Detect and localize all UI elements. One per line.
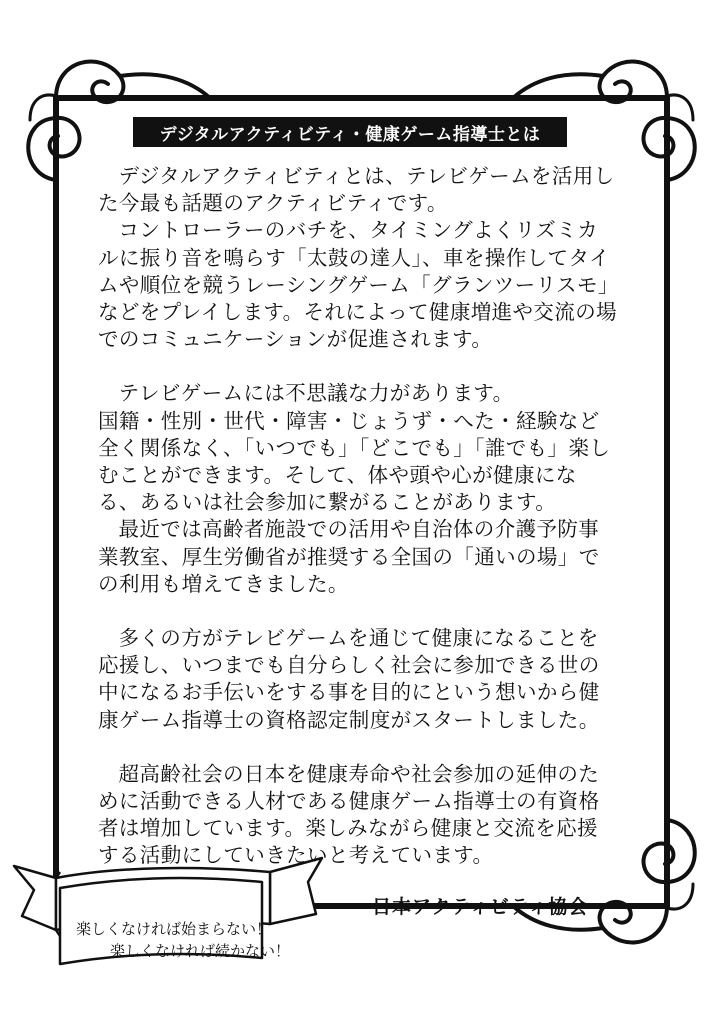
ribbon-slogan [76, 918, 306, 962]
slogan-line-2: 楽しくなければ続かない！ [110, 942, 291, 960]
paragraph-power: テレビゲームには不思議な力があります。 [118, 381, 514, 406]
paragraph-anyone: 国籍・性別・世代・障害・じょうず・へた・経験など全く関係なく、「いつでも」「どこでも」「誰でも」楽しむことができます。そして、体や頭や心が健康になる、あるいは社会参加に繋がることがあります。 [98, 408, 611, 515]
paragraph-purpose: 多くの方がテレビゲームを通じて健康になることを応援し、いつまでも自分らしく社会に参加できる世の中になるお手伝いをする事を目的にという想いから健康ゲーム指導士の資格認定制度がスタートしました。 [98, 626, 600, 732]
body-text [98, 163, 618, 870]
paragraph-recent: 最近では高齢者施設での活用や自治体の介護予防事業教室、厚生労働省が推奨する全国の「通いの場」での利用も増えてきました。 [98, 517, 600, 596]
slogan-line-1: 楽しくなければ始まらない！ [76, 920, 272, 938]
paragraph-future: 超高齢社会の日本を健康寿命や社会参加の延伸のために活動できる人材である健康ゲーム指導士の有資格者は増加しています。楽しみながら健康と交流を応援する活動にしていきたいと考えています。 [98, 761, 600, 868]
page-title: デジタルアクティビティ・健康ゲーム指導士とは [133, 117, 567, 147]
paragraph-games: コントローラーのバチを、タイミングよくリズミカルに振り音を鳴らす「太鼓の達人」、車を操作してタイムや順位を競うレーシングゲーム「グランツーリスモ」などをプレイします。それによって健康増進や交流の場でのコミュニケーションが促進されます。 [98, 218, 618, 352]
organization-name: 日本アクティビティ協会 [372, 896, 589, 918]
paragraph-intro: デジタルアクティビティとは、テレビゲームを活用した今最も話題のアクティビティです。 [98, 164, 615, 216]
